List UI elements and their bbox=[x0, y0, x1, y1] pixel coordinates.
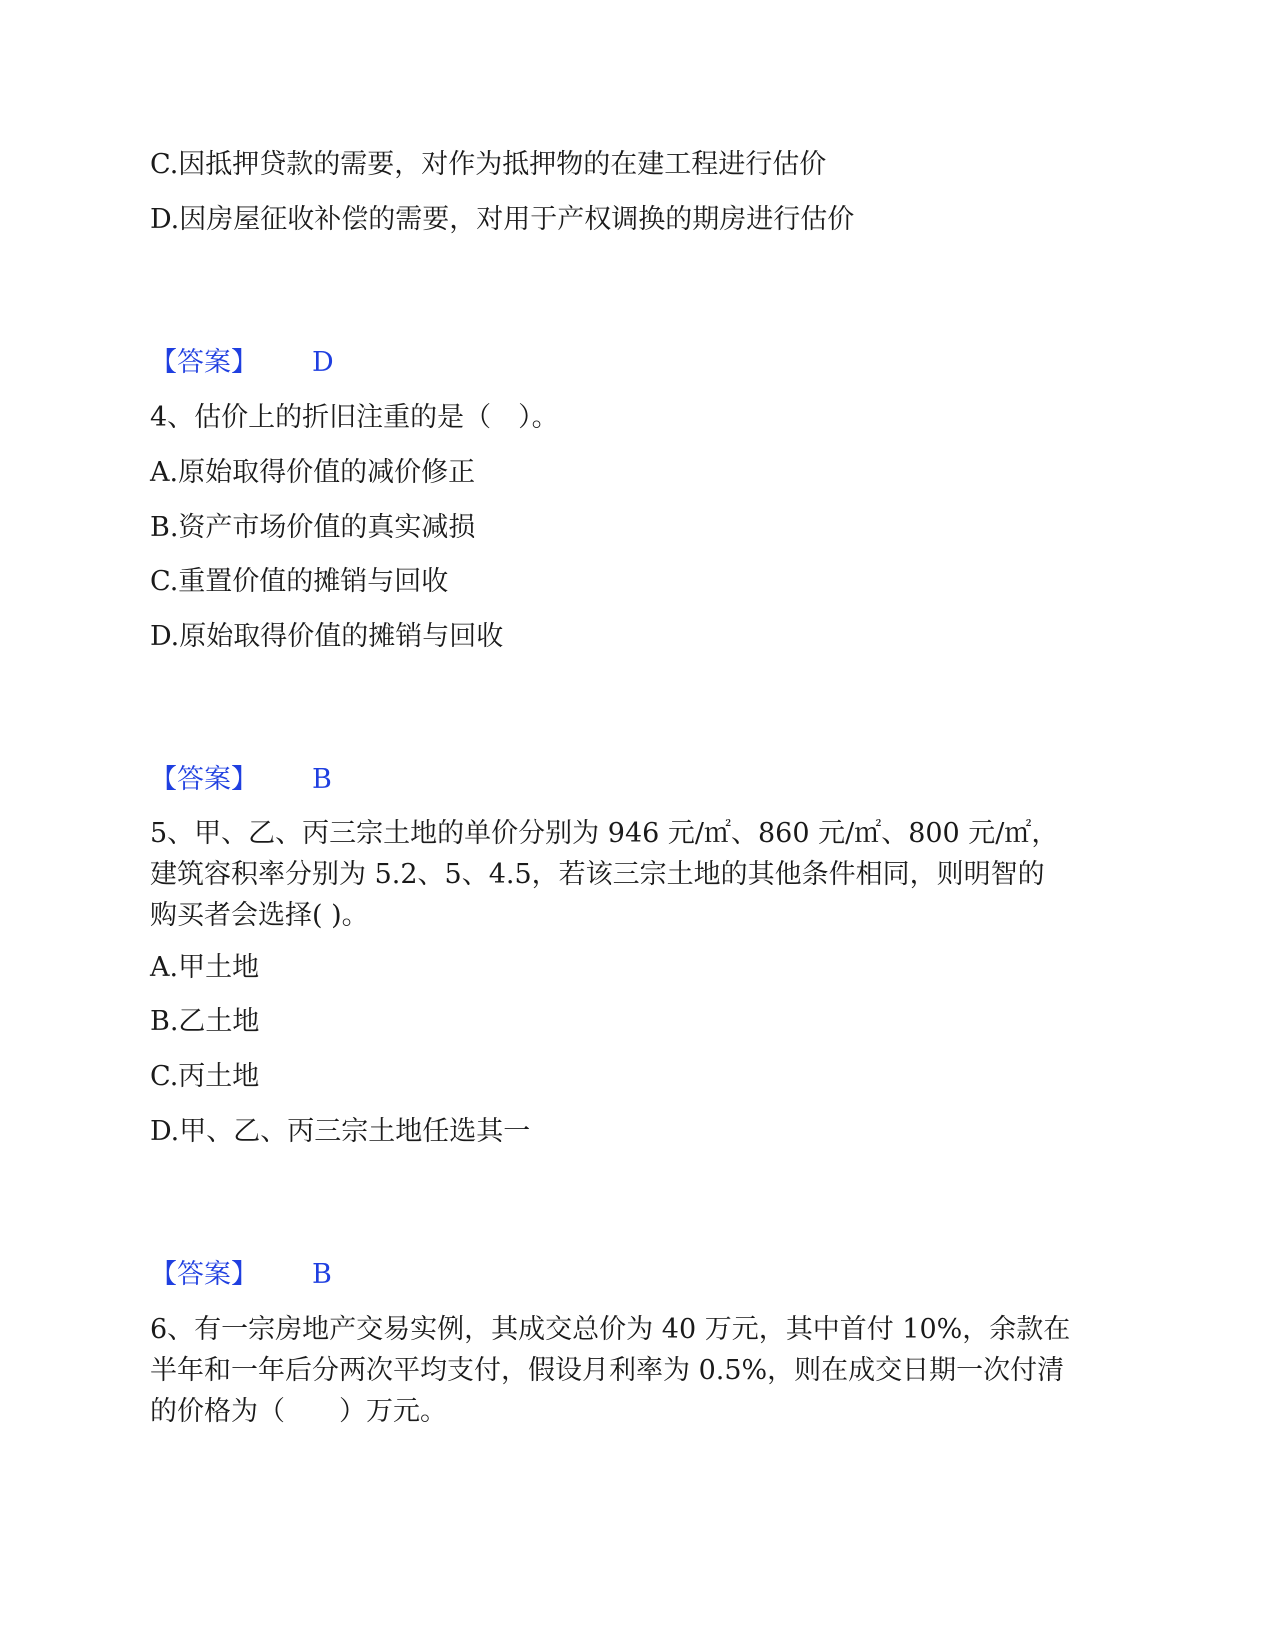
q5-option-d: D.甲、乙、丙三宗土地任选其一 bbox=[150, 1116, 531, 1147]
q6-stem-line: 的价格为（ ）万元。 bbox=[150, 1396, 447, 1427]
answer-label: 【答案】 bbox=[150, 1259, 258, 1290]
q5-stem-line: 购买者会选择( )。 bbox=[150, 900, 369, 931]
q5-answer bbox=[150, 1255, 332, 1295]
q5-stem bbox=[150, 813, 1125, 936]
q5-stem-line: 建筑容积率分别为 5.2、5、4.5，若该三宗土地的其他条件相同，则明智的 bbox=[150, 859, 1045, 890]
q5-option-b: B.乙土地 bbox=[150, 1006, 260, 1037]
answer-value: D bbox=[312, 347, 334, 378]
q6-stem bbox=[150, 1309, 1125, 1432]
q4-answer bbox=[150, 760, 332, 800]
q4-option-d: D.原始取得价值的摊销与回收 bbox=[150, 621, 504, 652]
q5-option-a: A.甲土地 bbox=[150, 952, 260, 983]
q4-stem: 4、估价上的折旧注重的是（ ）。 bbox=[150, 402, 559, 433]
q5-option-c: C.丙土地 bbox=[150, 1061, 260, 1092]
q6-stem-line: 6、有一宗房地产交易实例，其成交总价为 40 万元，其中首付 10%，余款在 bbox=[150, 1314, 1071, 1345]
q3-option-c: C.因抵押贷款的需要，对作为抵押物的在建工程进行估价 bbox=[150, 149, 827, 180]
q3-answer bbox=[150, 343, 334, 383]
answer-label: 【答案】 bbox=[150, 347, 258, 378]
answer-value: B bbox=[312, 764, 332, 795]
q5-stem-line: 5、甲、乙、丙三宗土地的单价分别为 946 元/㎡、860 元/㎡、800 元/㎡， bbox=[150, 818, 1059, 849]
q6-stem-line: 半年和一年后分两次平均支付，假设月利率为 0.5%，则在成交日期一次付清 bbox=[150, 1355, 1065, 1386]
answer-label: 【答案】 bbox=[150, 764, 258, 795]
q4-option-b: B.资产市场价值的真实减损 bbox=[150, 512, 476, 543]
q3-option-d: D.因房屋征收补偿的需要，对用于产权调换的期房进行估价 bbox=[150, 204, 855, 235]
q4-option-c: C.重置价值的摊销与回收 bbox=[150, 566, 449, 597]
q4-option-a: A.原始取得价值的减价修正 bbox=[150, 457, 476, 488]
answer-value: B bbox=[312, 1259, 332, 1290]
